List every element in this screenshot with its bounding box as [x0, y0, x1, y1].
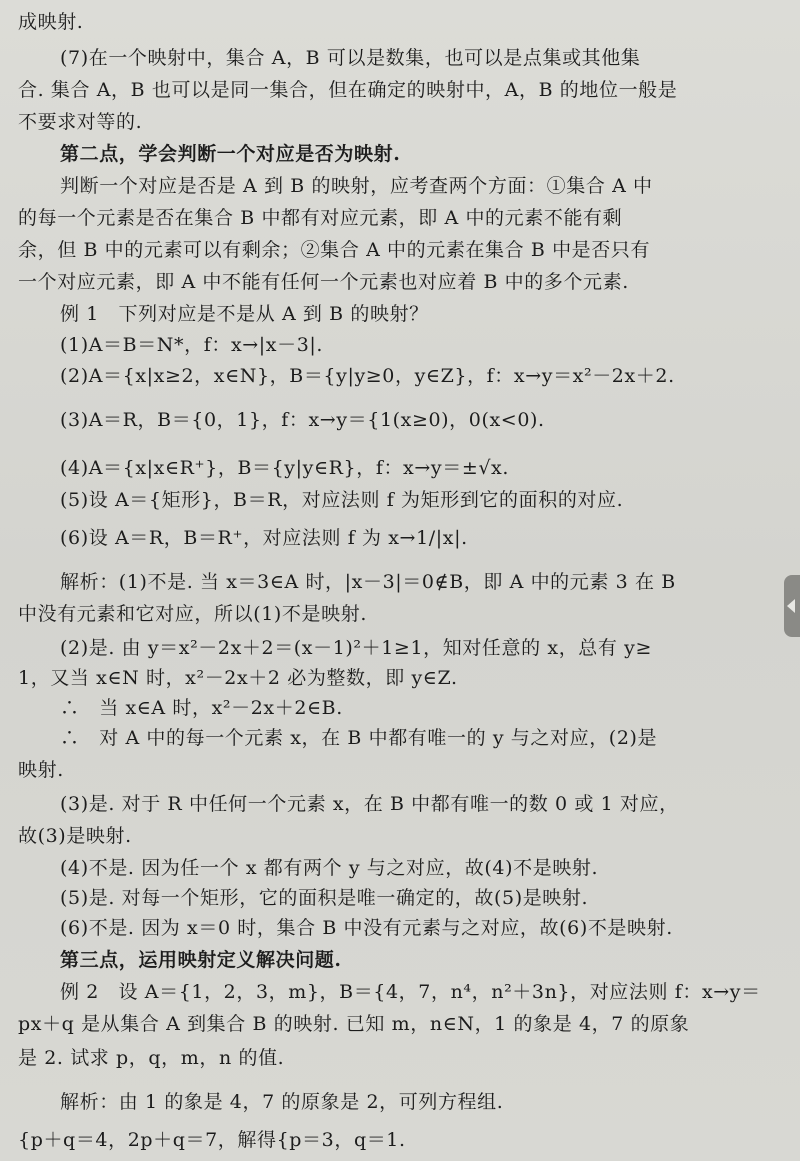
page-turn-tab[interactable] [784, 575, 800, 637]
text-line: 映射. [18, 759, 64, 781]
solution-line: 解析：(1)不是. 当 x＝3∈A 时，|x－3|＝0∉B，即 A 中的元素 3 在 B [60, 571, 676, 593]
text-line: (7)在一个映射中，集合 A，B 可以是数集，也可以是点集或其他集 [60, 47, 641, 69]
text-line: 1，又当 x∈N 时，x²－2x＋2 必为整数，即 y∈Z. [18, 667, 458, 689]
math-line: (4)A＝{x|x∈R⁺}，B＝{y|y∈R}，f：x→y＝±√x. [60, 457, 510, 479]
text-line: (6)不是. 因为 x＝0 时，集合 B 中没有元素与之对应，故(6)不是映射. [60, 917, 673, 939]
math-line: (1)A＝B＝N*，f：x→|x－3|. [60, 334, 324, 356]
example-heading: 例 1 下列对应是不是从 A 到 B 的映射？ [60, 303, 429, 325]
text-line: 故(3)是映射. [18, 825, 132, 847]
text-line: ∴ 当 x∈A 时，x²－2x＋2∈B. [60, 697, 343, 719]
math-line: {p＋q＝4，2p＋q＝7，解得{p＝3，q＝1. [18, 1129, 406, 1151]
example-heading: 例 2 设 A＝{1，2，3，m}，B＝{4，7，n⁴，n²＋3n}，对应法则 f：x→y＝ [60, 981, 761, 1003]
section-heading: 第二点，学会判断一个对应是否为映射. [60, 143, 401, 165]
text-line: 余，但 B 中的元素可以有剩余；②集合 A 中的元素在集合 B 中是否只有 [18, 239, 651, 261]
text-line: 判断一个对应是否是 A 到 B 的映射，应考查两个方面：①集合 A 中 [60, 175, 653, 197]
text-line: (5)是. 对每一个矩形，它的面积是唯一确定的，故(5)是映射. [60, 887, 589, 909]
solution-line: 解析：由 1 的象是 4，7 的原象是 2，可列方程组. [60, 1091, 504, 1113]
text-line: 成映射. [18, 11, 84, 33]
section-heading: 第三点，运用映射定义解决问题. [60, 949, 342, 971]
text-line: 合. 集合 A，B 也可以是同一集合，但在确定的映射中，A，B 的地位一般是 [18, 79, 678, 101]
math-line: (6)设 A＝R，B＝R⁺，对应法则 f 为 x→1/|x|. [60, 527, 468, 549]
text-line: 不要求对等的. [18, 111, 143, 133]
math-line: (3)A＝R，B＝{0，1}，f：x→y＝{1(x≥0)，0(x<0). [60, 409, 545, 431]
text-line: (3)是. 对于 R 中任何一个元素 x，在 B 中都有唯一的数 0 或 1 对应， [60, 793, 679, 815]
text-line: (4)不是. 因为任一个 x 都有两个 y 与之对应，故(4)不是映射. [60, 857, 599, 879]
text-line: 是 2. 试求 p，q，m，n 的值. [18, 1047, 285, 1069]
text-line: (2)是. 由 y＝x²－2x＋2＝(x－1)²＋1≥1，知对任意的 x，总有 y≥ [60, 637, 652, 659]
text-line: 中没有元素和它对应，所以(1)不是映射. [18, 603, 367, 625]
math-line: (2)A＝{x|x≥2，x∈N}，B＝{y|y≥0，y∈Z}，f：x→y＝x²－2x＋2. [60, 365, 675, 387]
text-line: px＋q 是从集合 A 到集合 B 的映射. 已知 m，n∈N，1 的象是 4，7 的原象 [18, 1013, 690, 1035]
math-line: (5)设 A＝{矩形}，B＝R，对应法则 f 为矩形到它的面积的对应. [60, 489, 624, 511]
text-line: 一个对应元素，即 A 中不能有任何一个元素也对应着 B 中的多个元素. [18, 271, 629, 293]
text-line: 的每一个元素是否在集合 B 中都有对应元素，即 A 中的元素不能有剩 [18, 207, 623, 229]
text-line: ∴ 对 A 中的每一个元素 x，在 B 中都有唯一的 y 与之对应，(2)是 [60, 727, 658, 749]
